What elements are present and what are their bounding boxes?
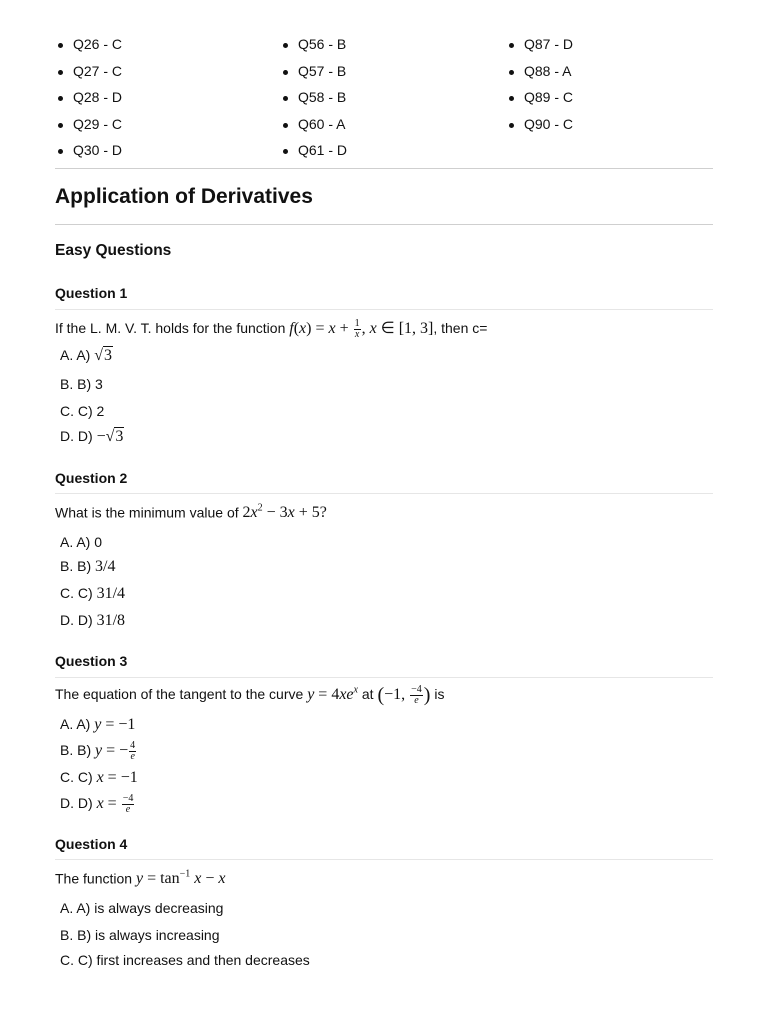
answer-option: B. B) 3/4 <box>60 558 116 575</box>
question-text: If the L. M. V. T. holds for the function f(x) = x + $\frac{1}{x}$ , x ∈ [1, 3], then c= <box>55 317 488 340</box>
question-heading: Question 2 <box>55 470 128 486</box>
question-heading: Question 4 <box>55 836 128 852</box>
answer-option: A. A) √3 <box>60 347 113 364</box>
question-text <box>55 869 226 888</box>
math-fraction: $\frac{-4}{e}$ <box>122 793 134 815</box>
question-text-part: What is the minimum value of <box>55 504 239 521</box>
answer-option: C. C) 31/4 <box>60 585 126 602</box>
divider <box>55 168 713 169</box>
question-heading: Question 1 <box>55 285 128 301</box>
answer-item: Q58 - B <box>280 87 347 114</box>
question-divider <box>55 309 713 310</box>
answer-item: Q89 - C <box>506 87 573 114</box>
math-expression: $2x^2 - 3x + 5$? <box>242 503 327 522</box>
answer-item: Q61 - D <box>280 140 347 167</box>
math-expression: 31/8 <box>96 612 126 629</box>
question-text-part: The equation of the tangent to the curve <box>55 686 304 702</box>
question-text-part: The function <box>55 870 133 887</box>
question-text <box>55 503 327 522</box>
answer-option: D. D) 31/8 <box>60 612 126 629</box>
answer-item: Q88 - A <box>506 61 573 88</box>
math-expression: $y = 4xe^x$ <box>307 684 358 703</box>
answer-item: Q90 - C <box>506 114 573 141</box>
math-expression: y = −1 <box>94 716 136 733</box>
answer-item: Q26 - C <box>55 34 122 61</box>
answer-option: C. C) 2 <box>60 403 105 419</box>
answer-item: Q30 - D <box>55 140 122 167</box>
question-text-part: at <box>361 686 374 702</box>
math-fraction: $\frac{1}{x}$ <box>354 317 360 340</box>
section-title: Application of Derivatives <box>55 185 313 208</box>
difficulty-title: Easy Questions <box>55 242 172 259</box>
math-expression: 3/4 <box>95 558 116 575</box>
answer-item: Q60 - A <box>280 114 347 141</box>
math-expression: $y = \tan^{-1} x - x$ <box>135 869 226 888</box>
question-text-part: is <box>434 686 445 702</box>
answer-key <box>55 0 713 168</box>
answer-option: B. B) 3 <box>60 376 103 392</box>
question-text-part: , then c= <box>433 320 488 336</box>
answer-option: B. B) y = − $\frac{4}{e}$ <box>60 740 136 762</box>
math-expression: 31/4 <box>96 585 126 602</box>
math-fraction: $\frac{-4}{e}$ <box>411 683 422 706</box>
answer-list-col3 <box>506 34 573 140</box>
question-divider <box>55 677 713 678</box>
math-expression: √3 <box>94 347 113 364</box>
math-expression: x = −1 <box>96 769 138 786</box>
question-text-part: If the L. M. V. T. holds for the function <box>55 320 286 336</box>
math-expression: f <box>289 320 294 337</box>
answer-option: C. C) x = −1 <box>60 769 138 786</box>
document-page <box>55 0 713 968</box>
answer-item: Q27 - C <box>55 61 122 88</box>
answer-option: A. A) 0 <box>60 534 103 550</box>
divider <box>55 224 713 225</box>
answer-option: A. A) is always decreasing <box>60 900 224 916</box>
answer-list-col2 <box>280 34 347 167</box>
answer-item: Q57 - B <box>280 61 347 88</box>
question-divider <box>55 859 713 860</box>
answer-list-col1 <box>55 34 122 167</box>
answer-option: B. B) is always increasing <box>60 927 220 943</box>
question-divider <box>55 493 713 494</box>
answer-option: A. A) y = −1 <box>60 716 136 733</box>
math-fraction: $\frac{4}{e}$ <box>130 740 136 762</box>
answer-item: Q56 - B <box>280 34 347 61</box>
answer-option: C. C) first increases and then decreases <box>60 952 310 968</box>
question-text: The equation of the tangent to the curve $y = 4xe^x$ at (−1, $\frac{-4}{e}$ ) is <box>55 683 445 706</box>
answer-item: Q28 - D <box>55 87 122 114</box>
math-expression: y = − <box>95 742 129 760</box>
answer-option: D. D) −√3 <box>60 428 124 445</box>
answer-option: D. D) x = $\frac{-4}{e}$ <box>60 793 134 815</box>
answer-item: Q29 - C <box>55 114 122 141</box>
question-heading: Question 3 <box>55 653 128 669</box>
math-expression: x = <box>96 795 121 813</box>
answer-item: Q87 - D <box>506 34 573 61</box>
math-expression: −√3 <box>96 428 124 445</box>
